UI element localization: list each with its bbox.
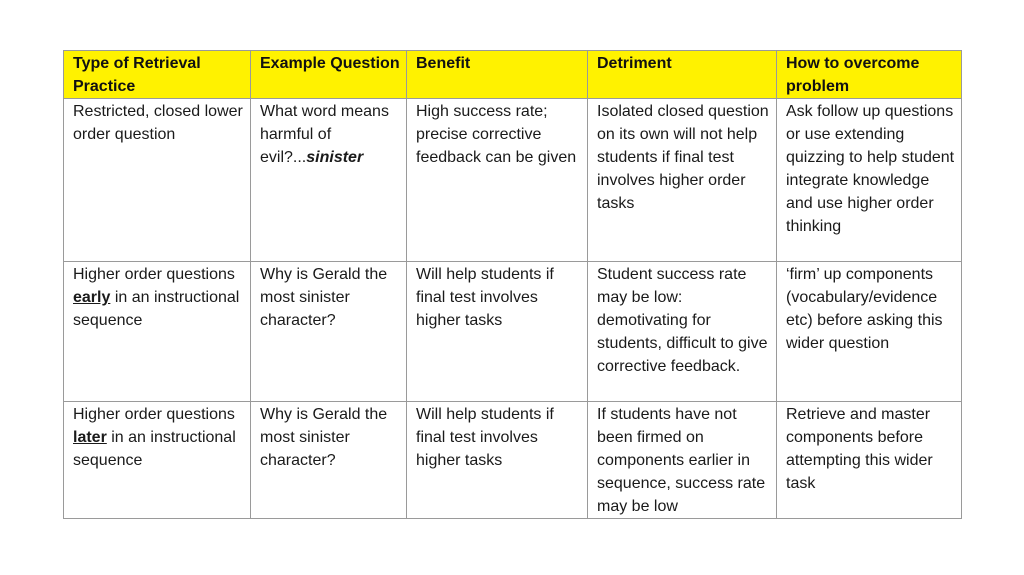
cell-benefit: High success rate; precise corrective feedback can be given [407,99,588,262]
header-how-to-overcome: How to overcome problem [777,51,962,99]
type-emphasis: later [73,429,107,446]
header-detriment: Detriment [588,51,777,99]
type-text: Higher order questions [73,266,235,283]
header-type-of-retrieval-practice: Type of Retrieval Practice [64,51,251,99]
cell-overcome: Retrieve and master components before attempting this wider task [777,402,962,519]
table-row [64,262,962,402]
cell-type: Restricted, closed lower order question [64,99,251,262]
cell-benefit: Will help students if final test involves higher tasks [407,262,588,402]
table-row [64,99,962,262]
retrieval-practice-table [63,50,962,519]
header-example-question: Example Question [251,51,407,99]
cell-type [64,262,251,402]
example-text: What word means harmful of evil?... [260,103,389,166]
header-benefit: Benefit [407,51,588,99]
cell-benefit: Will help students if final test involves higher tasks [407,402,588,519]
example-emphasis: sinister [306,149,364,166]
cell-type [64,402,251,519]
type-emphasis: early [73,289,111,306]
table-row [64,402,962,519]
cell-overcome: ‘firm’ up components (vocabulary/evidence etc) before asking this wider question [777,262,962,402]
type-text: Higher order questions [73,406,235,423]
type-text-suffix: in an instructional sequence [73,289,240,329]
cell-example: Why is Gerald the most sinister character? [251,402,407,519]
cell-detriment: If students have not been firmed on components earlier in sequence, success rate may be low [588,402,777,519]
cell-detriment: Isolated closed question on its own will not help students if final test involves higher order tasks [588,99,777,262]
cell-example [251,99,407,262]
header-row [64,51,962,99]
cell-overcome: Ask follow up questions or use extending quizzing to help student integrate knowledge and use higher order thinking [777,99,962,262]
cell-detriment: Student success rate may be low: demotivating for students, difficult to give corrective feedback. [588,262,777,402]
type-text-suffix: in an instructional sequence [73,429,236,469]
cell-example: Why is Gerald the most sinister character? [251,262,407,402]
